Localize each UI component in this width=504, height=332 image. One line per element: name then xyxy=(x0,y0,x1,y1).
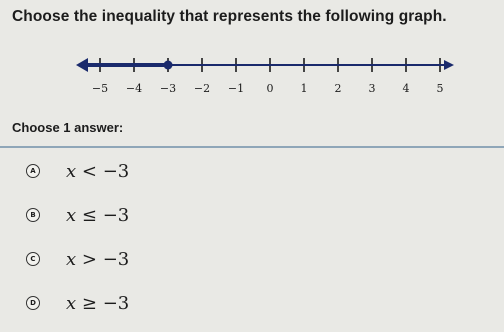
option-b[interactable] xyxy=(26,203,129,227)
tick-label: 5 xyxy=(436,82,444,95)
solution-ray-arrow xyxy=(76,58,88,72)
tick-label: 4 xyxy=(402,82,410,95)
tick-label: −4 xyxy=(125,82,143,95)
tick-label: −2 xyxy=(193,82,211,95)
option-a-bubble[interactable]: A xyxy=(26,164,40,178)
tick-label: 2 xyxy=(334,82,342,95)
divider xyxy=(0,146,504,148)
tick-label: 3 xyxy=(368,82,376,95)
option-a-inequality: x < −3 xyxy=(66,160,130,182)
tick-label: −5 xyxy=(91,82,109,95)
option-c[interactable] xyxy=(26,247,129,271)
tick-label: −3 xyxy=(159,82,177,95)
number-line xyxy=(70,50,460,100)
option-b-inequality: x ≤ −3 xyxy=(66,204,130,226)
question-text: Choose the inequality that represents the following graph. xyxy=(12,8,447,25)
option-c-inequality: x > −3 xyxy=(66,248,130,270)
endpoint-dot xyxy=(164,61,173,70)
option-b-bubble[interactable]: B xyxy=(26,208,40,222)
option-d-bubble[interactable]: D xyxy=(26,296,40,310)
axis-arrow-right xyxy=(444,60,454,70)
option-d[interactable] xyxy=(26,291,129,315)
tick-label: 0 xyxy=(266,82,274,95)
option-c-bubble[interactable]: C xyxy=(26,252,40,266)
option-d-inequality: x ≥ −3 xyxy=(66,292,130,314)
tick-label: −1 xyxy=(227,82,245,95)
choose-prompt: Choose 1 answer: xyxy=(12,120,124,135)
tick-label: 1 xyxy=(300,82,308,95)
option-a[interactable] xyxy=(26,159,129,183)
